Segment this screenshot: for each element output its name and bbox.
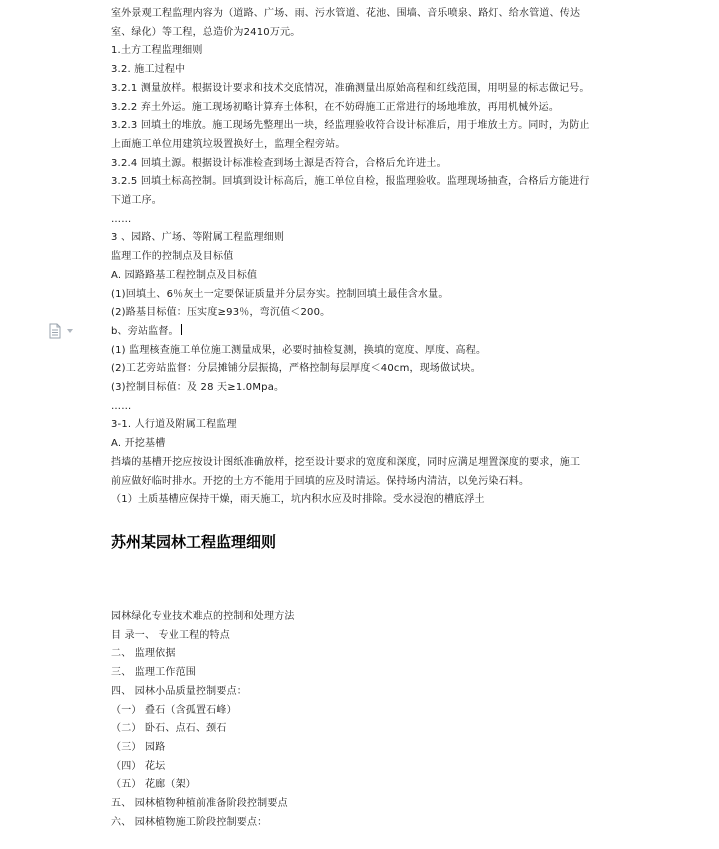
text-line: (3)控制目标值：及 28 天≥1.0Mpa。 bbox=[111, 382, 285, 394]
text-line: 下道工序。 bbox=[111, 195, 162, 207]
text-line: (2)工艺旁站监督：分层摊铺分层振捣，严格控制每层厚度＜40cm，现场做试块。 bbox=[111, 363, 481, 375]
document-icon[interactable] bbox=[47, 323, 77, 339]
text-line: …… bbox=[111, 213, 132, 225]
text-line: 目 录一、 专业工程的特点 bbox=[111, 629, 230, 641]
text-line: …… bbox=[111, 400, 132, 412]
text-line: （三） 园路 bbox=[111, 741, 166, 753]
text-line: 3.2.1 测量放样。根据设计要求和技术交底情况，准确测量出原始高程和红线范围，用明显的标志做记号。 bbox=[111, 82, 590, 94]
text-line: （一） 叠石（含孤置石峰） bbox=[111, 704, 237, 716]
document-body bbox=[111, 5, 611, 832]
text-line: （二） 卧石、点石、颈石 bbox=[111, 723, 227, 735]
text-line: 3 、园路、广场、等附属工程监理细则 bbox=[111, 232, 285, 244]
text-line-cursor[interactable] bbox=[111, 323, 611, 342]
text-line: 3-1. 人行道及附属工程监理 bbox=[111, 419, 237, 431]
text-line: 四、 园林小品质量控制要点： bbox=[111, 685, 247, 697]
text-line: A. 园路路基工程控制点及目标值 bbox=[111, 269, 258, 281]
text-line: 1.土方工程监理细则 bbox=[111, 45, 203, 57]
text-line: 挡墙的基槽开挖应按设计图纸准确放样，挖至设计要求的宽度和深度，同时应满足埋置深度的要求，施工 bbox=[111, 456, 581, 468]
text-line: 3.2.5 回填土标高控制。回填到设计标高后，施工单位自检，报监理验收。监理现场抽查，合格后方能进行 bbox=[111, 176, 590, 188]
text-line: 前应做好临时排水。开挖的土方不能用于回填的应及时清运。保持场内清洁，以免污染石料。 bbox=[111, 475, 530, 487]
text-line: 3.2.4 回填土源。根据设计标准检查到场土源是否符合，合格后允许进土。 bbox=[111, 157, 447, 169]
text-line: (1)回填土、6％灰土一定要保证质量并分层夯实。控制回填土最佳含水量。 bbox=[111, 288, 449, 300]
text-line: A. 开挖基槽 bbox=[111, 438, 166, 450]
section-middle bbox=[111, 342, 611, 510]
text-line: 室外景观工程监理内容为（道路、广场、雨、污水管道、花池、围墙、音乐喷泉、路灯、给水管道、传达 bbox=[111, 8, 581, 19]
text-line: 监理工作的控制点及目标值 bbox=[111, 251, 234, 263]
text-line: 3.2.2 弃土外运。施工现场初略计算弃土体积，在不妨碍施工正常进行的场地堆放，再用机械外运。 bbox=[111, 101, 560, 113]
text-line: 上面施工单位用建筑垃圾置换好土，监理全程旁站。 bbox=[111, 138, 346, 150]
section-table-of-contents bbox=[111, 608, 611, 832]
cursor-line-text: b、旁站监督。 bbox=[111, 325, 179, 337]
text-line: (2)路基目标值：压实度≥93％，弯沉值＜200。 bbox=[111, 307, 331, 319]
text-line: 六、 园林植物施工阶段控制要点： bbox=[111, 816, 268, 828]
text-line: 室、绿化）等工程，总造价为2410万元。 bbox=[111, 26, 301, 38]
section-top bbox=[111, 5, 611, 323]
text-line: （五） 花廊（架） bbox=[111, 779, 196, 791]
text-line: 3.2. 施工过程中 bbox=[111, 64, 186, 76]
text-line: 三、 监理工作范围 bbox=[111, 667, 196, 679]
text-line: (1) 监理核查施工单位施工测量成果，必要时抽检复测，换填的宽度、厚度、高程。 bbox=[111, 344, 487, 356]
text-cursor bbox=[181, 324, 182, 335]
text-line: （1）土质基槽应保持干燥，雨天施工，坑内积水应及时排除。受水浸泡的槽底浮土 bbox=[111, 494, 485, 506]
text-line: 园林绿化专业技术难点的控制和处理方法 bbox=[111, 610, 295, 622]
document-title: 苏州某园林工程监理细则 bbox=[111, 532, 277, 551]
text-line: 二、 监理依据 bbox=[111, 648, 176, 660]
text-line: 3.2.3 回填土的堆放。施工现场先整理出一块，经监理验收符合设计标准后，用于堆放土方。同时，为防止 bbox=[111, 120, 590, 132]
text-line: （四） 花坛 bbox=[111, 760, 166, 772]
text-line: 五、 园林植物种植前准备阶段控制要点 bbox=[111, 798, 288, 810]
